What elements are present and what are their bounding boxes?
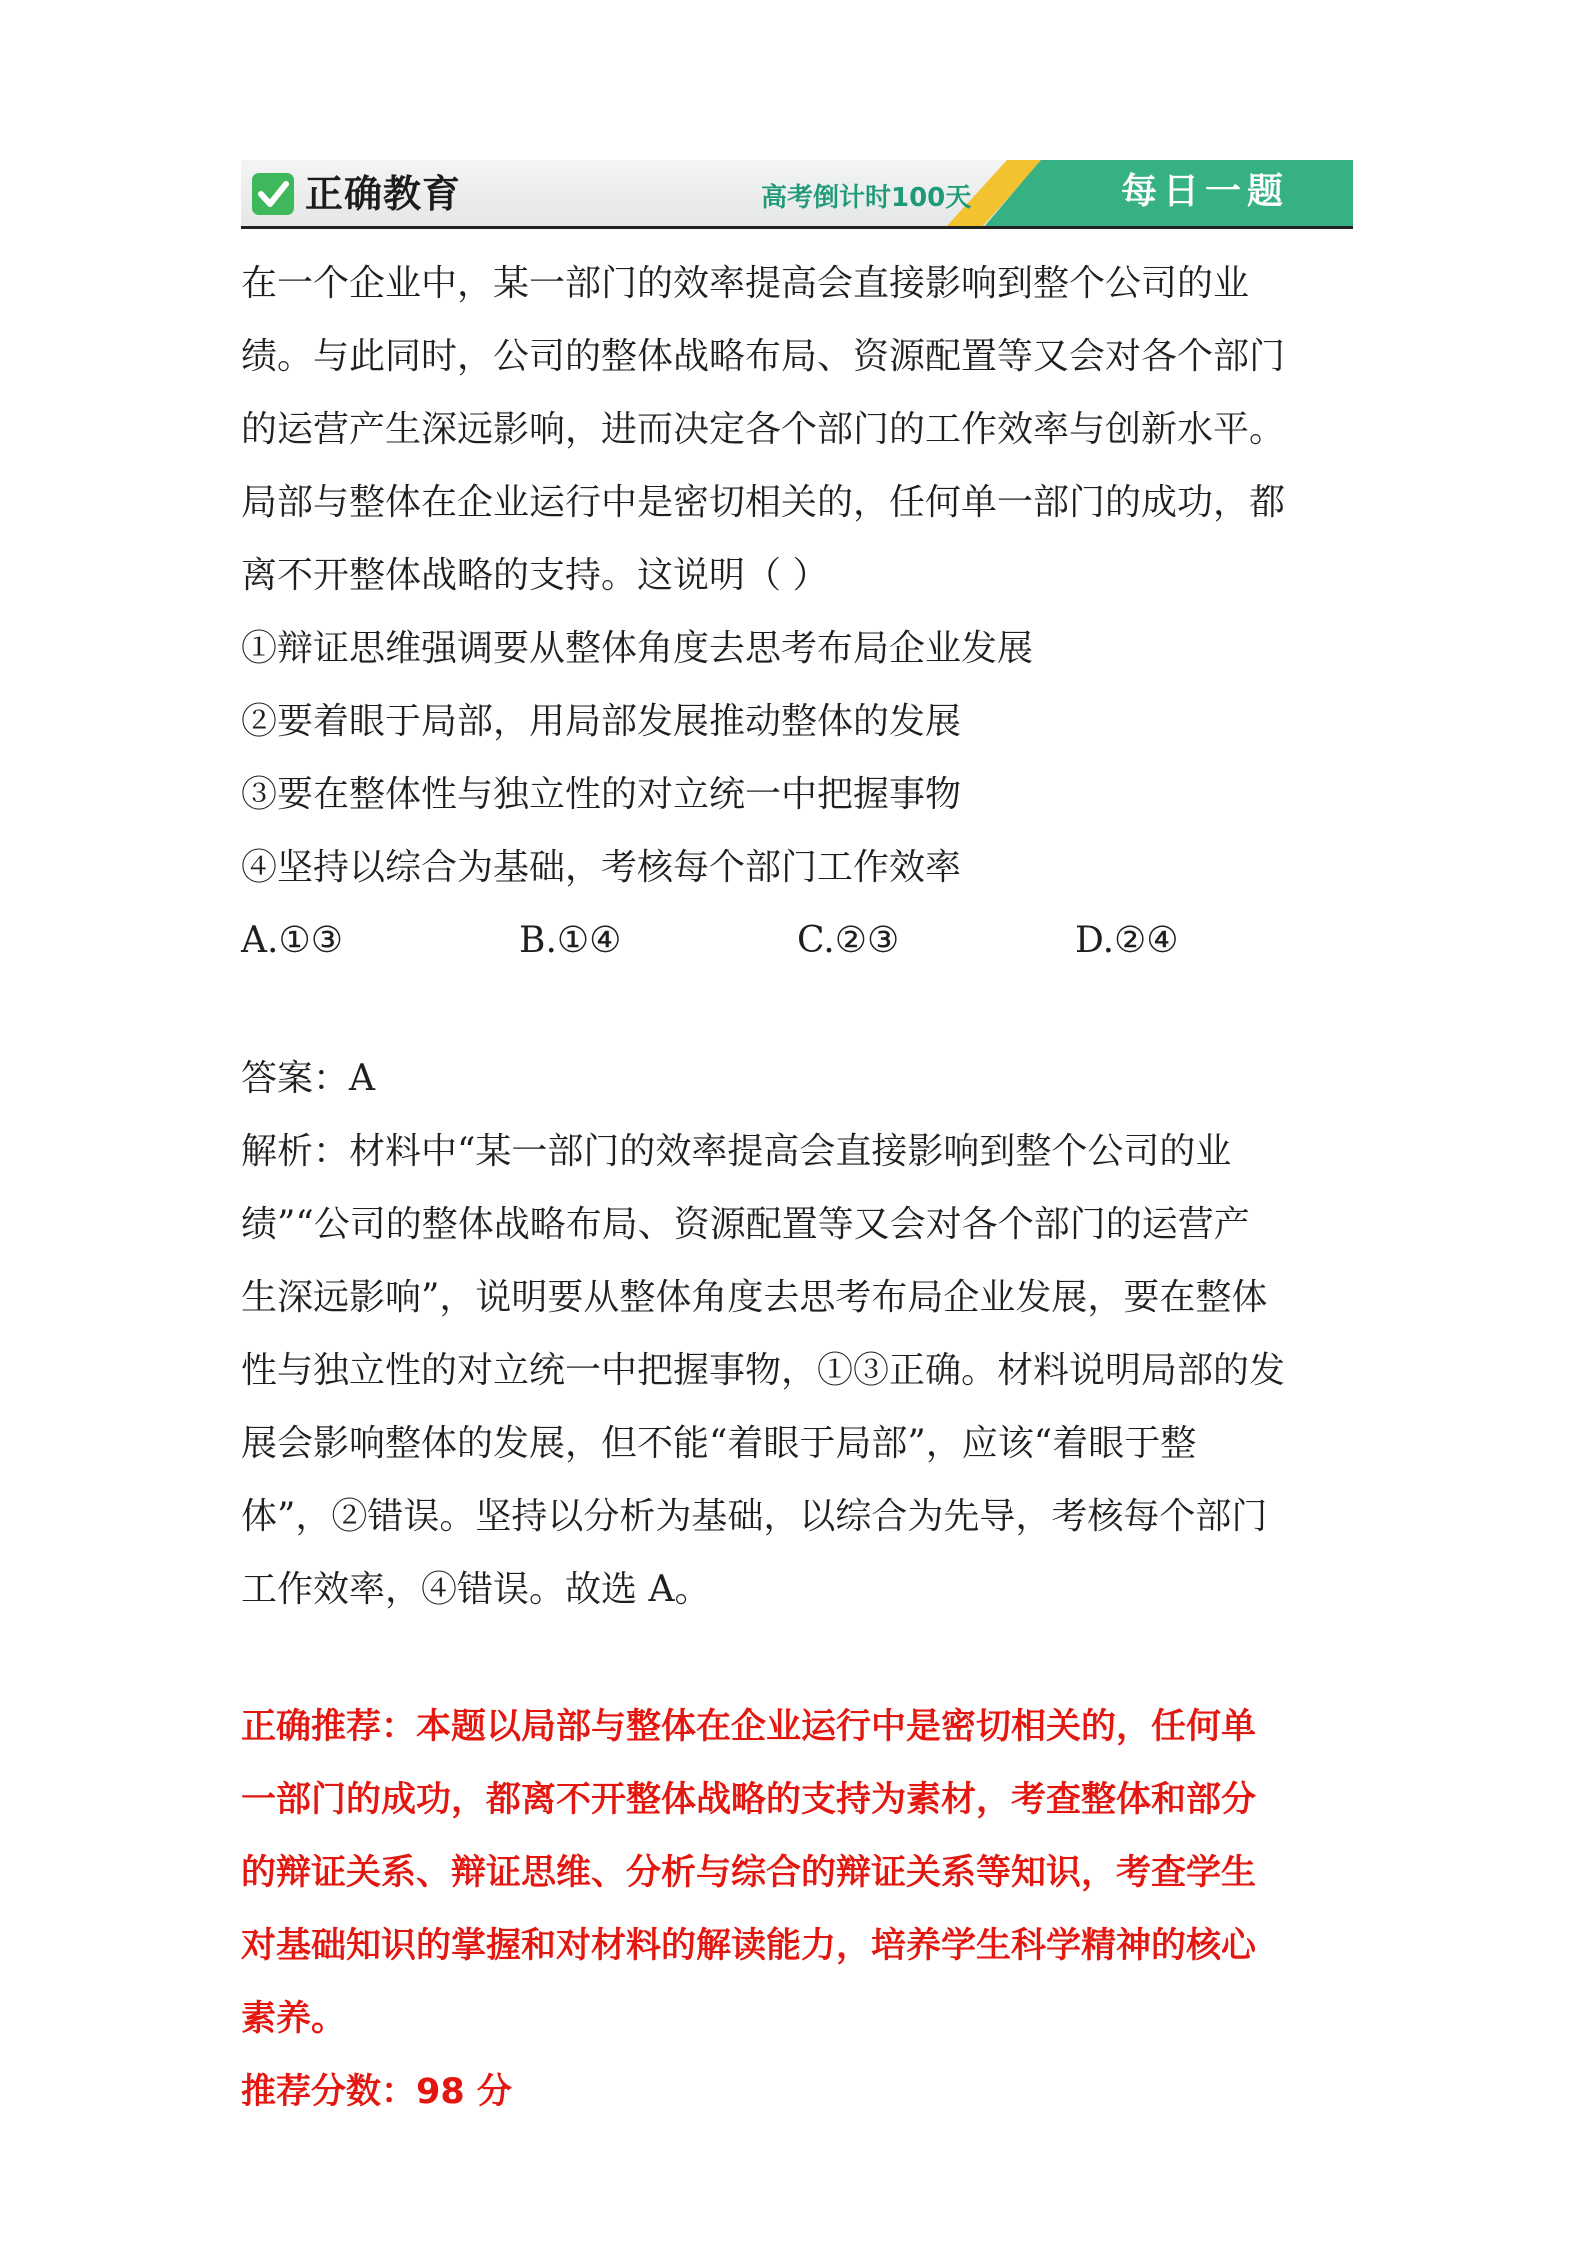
stem-line: 绩。与此同时，公司的整体战略布局、资源配置等又会对各个部门 [241,336,1286,377]
brand-name: 正确教育 [305,172,462,216]
stem-line: 离不开整体战略的支持。这说明（ ） [241,555,829,596]
spacer [241,1626,1351,1691]
option-c: C.②③ [797,920,900,961]
analysis-line: 绩”“公司的整体战略布局、资源配置等又会对各个部门的运营产 [241,1204,1250,1245]
option-a: A.①③ [241,920,343,961]
recommendation-line: 对基础知识的掌握和对材料的解读能力，培养学生科学精神的核心 [241,1926,1257,1966]
analysis-line: 工作效率，④错误。故选 A。 [241,1569,711,1610]
analysis-line: 解析：材料中“某一部门的效率提高会直接影响到整个公司的业 [241,1131,1232,1172]
analysis-line: 展会影响整体的发展，但不能“着眼于局部”，应该“着眼于整 [241,1423,1197,1464]
analysis-line: 生深远影响”，说明要从整体角度去思考布局企业发展，要在整体 [241,1277,1268,1318]
check-logo-icon [252,173,294,215]
stem-line: 在一个企业中，某一部门的效率提高会直接影响到整个公司的业 [241,263,1250,304]
recommendation [241,1691,1351,2129]
analysis [241,1115,1351,1626]
document-content [241,247,1351,2129]
recommendation-line: 的辩证关系、辩证思维、分析与综合的辩证关系等知识，考查学生 [241,1853,1257,1893]
recommendation-line: 一部门的成功，都离不开整体战略的支持为素材，考查整体和部分 [241,1780,1257,1820]
recommendation-line: 素养。 [241,1999,347,2039]
countdown-text: 高考倒计时100天 [761,183,972,213]
daily-question-title: 每日一题 [1121,171,1290,212]
recommendation-line: 正确推荐：本题以局部与整体在企业运行中是密切相关的，任何单 [241,1707,1257,1747]
statement-item: ④坚持以综合为基础，考核每个部门工作效率 [241,847,962,888]
recommendation-score: 推荐分数：98 分 [241,2072,512,2112]
option-d: D.②④ [1075,920,1179,961]
answer-line: 答案：A [241,1058,375,1099]
statement-item: ③要在整体性与独立性的对立统一中把握事物 [241,774,962,815]
banner-underline [241,226,1353,229]
header-banner [241,160,1353,228]
stem-line: 的运营产生深远影响，进而决定各个部门的工作效率与创新水平。 [241,409,1286,450]
statement-list [241,612,1351,904]
answer-options [241,904,1351,977]
stem-line: 局部与整体在企业运行中是密切相关的，任何单一部门的成功，都 [241,482,1286,523]
option-b: B.①④ [519,920,622,961]
statement-item: ②要着眼于局部，用局部发展推动整体的发展 [241,701,962,742]
question-stem [241,247,1351,612]
statement-item: ①辩证思维强调要从整体角度去思考布局企业发展 [241,628,1034,669]
analysis-line: 性与独立性的对立统一中把握事物，①③正确。材料说明局部的发 [241,1350,1286,1391]
spacer [241,977,1351,1042]
analysis-line: 体”，②错误。坚持以分析为基础，以综合为先导，考核每个部门 [241,1496,1268,1537]
